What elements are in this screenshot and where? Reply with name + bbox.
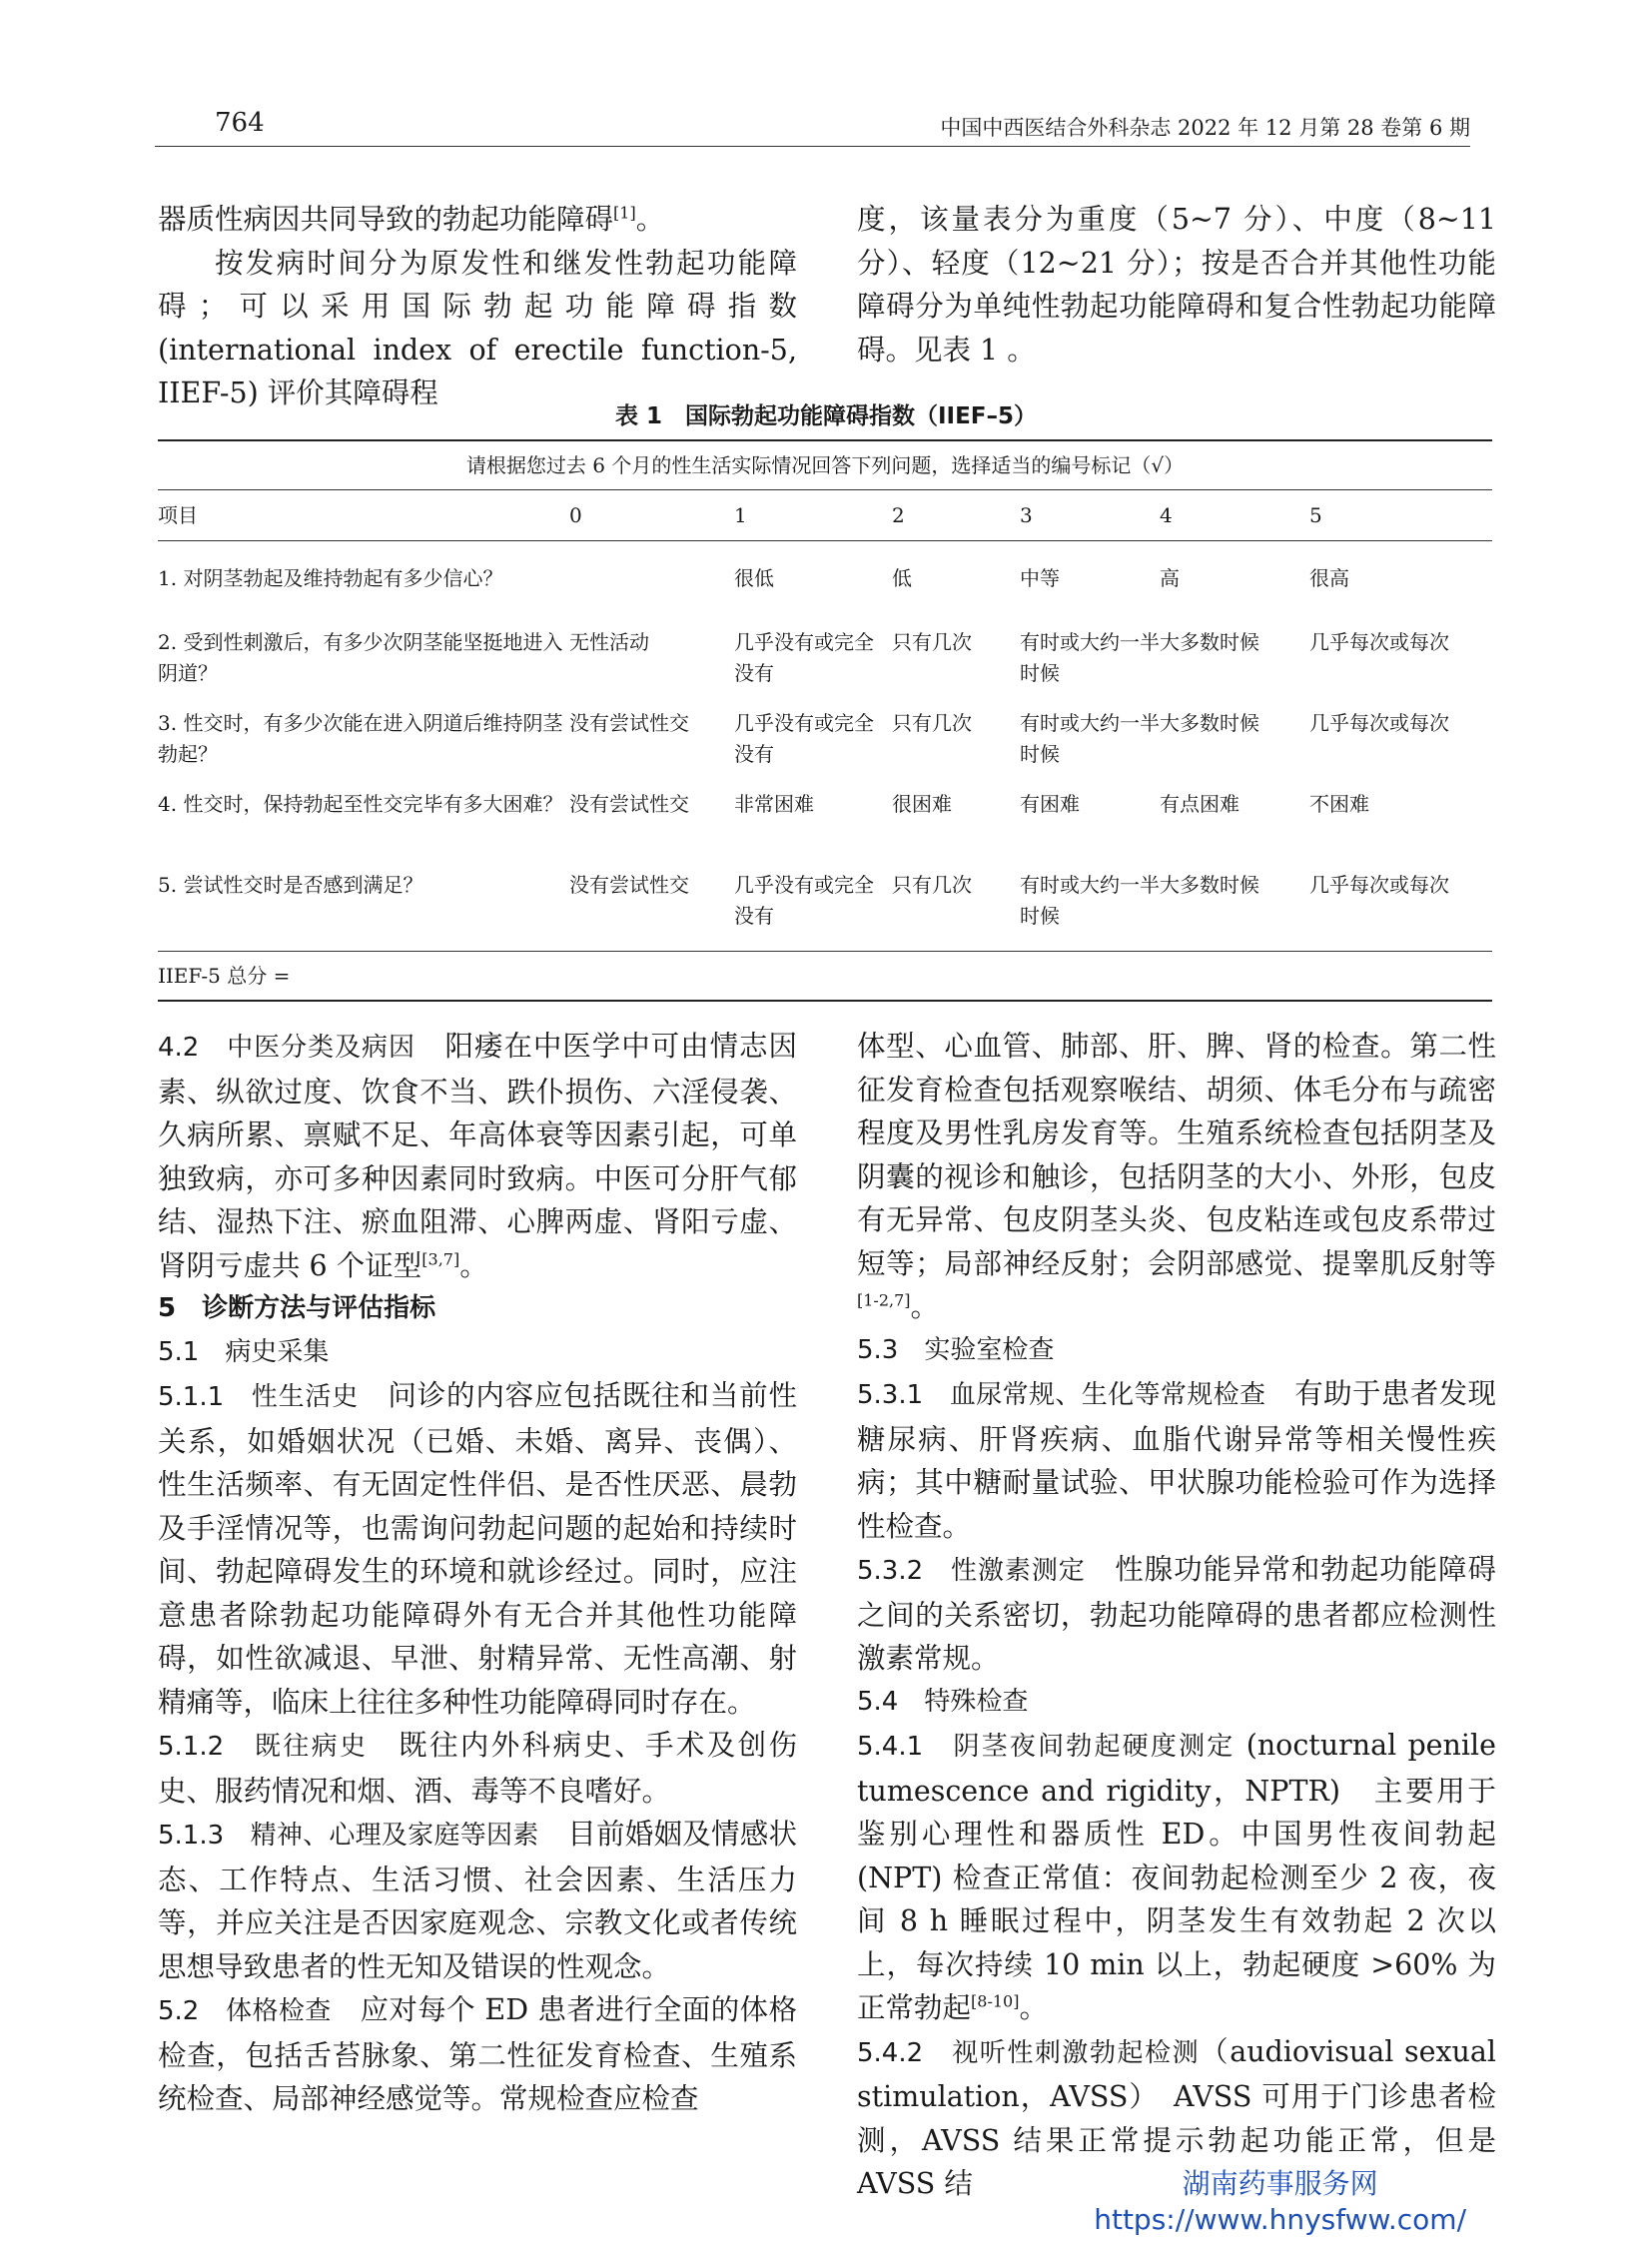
table-cell: 只有几次	[892, 711, 972, 735]
text: (nocturnal penile tumescence and rigidity，NPTR) 主要用于鉴别心理性和器质性 ED。中国男性夜间勃起 (NPT) 检查正常值：夜间勃起检测至少 2 夜，夜间 8 h 睡眠过程中，阴茎发生有效勃起 2 次以上，每次持续 10 min 以上，勃起硬度 >60% 为正常勃起	[857, 1729, 1497, 2024]
table-cell: 几乎没有或完全没有	[734, 711, 874, 766]
section-5-3-1	[857, 1372, 1496, 1548]
table-cell: 有时或大约一半时候	[1020, 870, 1160, 952]
citation: [1]	[613, 203, 636, 223]
section-4-2	[158, 1025, 797, 1287]
section-5-1-2	[158, 1724, 797, 1813]
right-column-bottom	[857, 1025, 1496, 2206]
section-5-4-1	[857, 1724, 1496, 2030]
table-cell: 很困难	[892, 792, 952, 816]
table-cell: 非常困难	[734, 792, 814, 816]
table-header-cell: 3	[1020, 490, 1160, 541]
section-5-3-2	[857, 1548, 1496, 1681]
table-cell: 5. 尝试性交时是否感到满足？	[158, 870, 569, 952]
section-heading: 5.4.2 视听性刺激勃起检测	[857, 2037, 1201, 2068]
table-cell: 几乎没有或完全没有	[734, 870, 892, 952]
table-cell: 很低	[734, 566, 774, 590]
table-cell: 没有尝试性交	[569, 870, 734, 952]
table-cell: 高	[1160, 566, 1180, 590]
table-cell: 不困难	[1309, 792, 1369, 816]
text: 。	[1019, 1991, 1048, 2024]
table-cell: 有困难	[1020, 792, 1080, 816]
table-cell: 2. 受到性刺激后，有多少次阴茎能坚挺地进入阴道？	[158, 630, 563, 685]
table-header-cell: 4	[1160, 490, 1309, 541]
table-cell: 几乎每次或每次	[1309, 870, 1492, 952]
table-cell: 只有几次	[892, 870, 1020, 952]
section-heading: 5.1.3 精神、心理及家庭等因素	[158, 1821, 539, 1851]
watermark-site-name: 湖南药事服务网	[1182, 2167, 1378, 2200]
table-cell: 中等	[1020, 566, 1060, 590]
section-5-2	[158, 1988, 797, 2121]
citation: [3,7]	[421, 1249, 460, 1268]
watermark	[1094, 2166, 1466, 2238]
text: 既往内外科病史、手术及创伤史、服药情况和烟、酒、毒等不良嗜好。	[158, 1729, 797, 1808]
section-heading: 5 诊断方法与评估指标	[158, 1293, 436, 1323]
table-cell: 3. 性交时，有多少次能在进入阴道后维持阴茎勃起？	[158, 711, 563, 766]
table-header-cell: 项目	[158, 490, 569, 541]
table-cell: 有时或大约一半时候	[1020, 711, 1160, 766]
citation: [1-2,7]	[857, 1290, 911, 1310]
journal-title: 中国中西医结合外科杂志 2022 年 12 月第 28 卷第 6 期	[940, 116, 1470, 140]
text: 体型、心血管、肺部、肝、脾、肾的检查。第二性征发育检查包括观察喉结、胡须、体毛分布与疏密程度及男性乳房发育等。生殖系统检查包括阴茎及阴囊的视诊和触诊，包括阴茎的大小、外形，包皮有无异常、包皮阴茎头炎、包皮粘连或包皮系带过短等；局部神经反射；会阴部感觉、提睾肌反射等	[857, 1030, 1496, 1280]
paragraph	[857, 1025, 1496, 1329]
text: 应对每个 ED 患者进行全面的体格检查，包括舌苔脉象、第二性征发育检查、生殖系统检查、局部神经感觉等。常规检查应检查	[158, 1993, 797, 2115]
paragraph	[158, 198, 797, 242]
text: （audiovisual sexual stimulation，AVSS） AVSS 可用于门诊患者检测，AVSS 结果正常提示勃起功能正常，但是 AVSS 结	[857, 2034, 1496, 2200]
section-heading: 5.4 特殊检查	[857, 1686, 1029, 1717]
section-heading: 5.1 病史采集	[158, 1336, 330, 1367]
text: 目前婚姻及情感状态、工作特点、生活习惯、社会因素、生活压力等，并应关注是否因家庭观念、宗教文化或者传统思想导致患者的性无知及错误的性观念。	[158, 1818, 797, 1983]
paragraph: 按发病时间分为原发性和继发性勃起功能障碍；可以采用国际勃起功能障碍指数 (international index of erectile function-5, IIEF-5) 评价其障碍程	[158, 246, 797, 409]
table-row	[158, 870, 1492, 952]
table-header-cell: 0	[569, 490, 734, 541]
section-5-1-1	[158, 1374, 797, 1724]
section-heading: 5.1.2 既往病史	[158, 1732, 369, 1762]
table-cell: 几乎每次或每次	[1309, 711, 1449, 735]
section-heading: 5.1.1 性生活史	[158, 1382, 360, 1412]
text: 有助于患者发现糖尿病、肝肾疾病、血脂代谢异常等相关慢性疾病；其中糖耐量试验、甲状腺功能检验可作为选择性检查。	[857, 1377, 1496, 1543]
table-cell: 低	[892, 566, 912, 590]
table-caption: 表 1 国际勃起功能障碍指数（IIEF–5）	[614, 403, 1038, 429]
table-cell	[569, 541, 734, 628]
table-cell: 有点困难	[1160, 792, 1239, 816]
section-heading: 5.4.1 阴茎夜间勃起硬度测定	[857, 1732, 1236, 1762]
section-5-1-3	[158, 1813, 797, 1988]
table-cell: 只有几次	[892, 630, 972, 654]
text: 。	[910, 1290, 940, 1323]
text: 。	[459, 1248, 488, 1282]
table-cell: 大多数时候	[1160, 711, 1259, 735]
left-column-bottom	[158, 1025, 797, 2121]
table-row	[158, 708, 1492, 789]
section-heading: 5.2 体格检查	[158, 1996, 332, 2026]
table-cell: 几乎没有或完全没有	[734, 630, 874, 685]
iief5-table	[158, 439, 1492, 1002]
table-cell: 很高	[1309, 566, 1349, 590]
section-heading: 4.2 中医分类及病因	[158, 1033, 415, 1063]
paragraph: 度，该量表分为重度（5~7 分）、中度（8~11 分）、轻度（12~21 分）；按是否合并其他性功能障碍分为单纯性勃起功能障碍和复合性勃起功能障碍。见表 1 。	[857, 203, 1496, 367]
table-header-cell: 2	[892, 490, 1020, 541]
section-heading: 5.3.1 血尿常规、生化等常规检查	[857, 1380, 1266, 1410]
text: 性腺功能异常和勃起功能障碍之间的关系密切，勃起功能障碍的患者都应检测性激素常规。	[857, 1553, 1496, 1675]
table-cell: 无性活动	[569, 630, 649, 654]
right-column-top	[857, 198, 1496, 372]
page-number: 764	[215, 108, 265, 138]
text: 器质性病因共同导致的勃起功能障碍	[158, 203, 614, 236]
section-heading: 5.3 实验室检查	[857, 1334, 1055, 1365]
table-cell: 没有尝试性交	[569, 792, 689, 816]
watermark-url: https://www.hnysfww.com/	[1094, 2203, 1466, 2236]
table-header-cell: 1	[734, 490, 892, 541]
table-row	[158, 789, 1492, 870]
citation: [8-10]	[971, 1991, 1020, 2011]
table-cell: 大多数时候	[1160, 870, 1309, 952]
table-cell: 大多数时候	[1160, 630, 1259, 654]
table-instruction: 请根据您过去 6 个月的性生活实际情况回答下列问题，选择适当的编号标记（√）	[158, 440, 1492, 490]
header-rule	[155, 146, 1470, 147]
text: 阳痿在中医学中可由情志因素、纵欲过度、饮食不当、跌仆损伤、六淫侵袭、久病所累、禀赋不足、年高体衰等因素引起，可单独致病，亦可多种因素同时致病。中医可分肝气郁结、湿热下注、瘀血阻滞、心脾两虚、肾阳亏虚、肾阴亏虚共 6 个证型	[158, 1030, 797, 1282]
section-heading: 5.3.2 性激素测定	[857, 1556, 1086, 1586]
table-cell: 几乎每次或每次	[1309, 630, 1449, 654]
table-total-label: IIEF-5 总分 =	[158, 952, 1492, 1002]
text: 问诊的内容应包括既往和当前性关系，如婚姻状况（已婚、未婚、离异、丧偶）、性生活频率、有无固定性伴侣、是否性厌恶、晨勃及手淫情况等，也需询问勃起问题的起始和持续时间、勃起障碍发生的环境和就诊经过。同时，应注意患者除勃起功能障碍外有无合并其他性功能障碍，如性欲减退、早泄、射精异常、无性高潮、射精痛等，临床上往往多种性功能障碍同时存在。	[158, 1379, 797, 1719]
table-row	[158, 541, 1492, 628]
text: 。	[635, 203, 665, 236]
table-row	[158, 627, 1492, 708]
table-cell: 没有尝试性交	[569, 711, 689, 735]
table-cell: 有时或大约一半时候	[1020, 630, 1160, 685]
table-header-cell: 5	[1309, 490, 1492, 541]
table-cell: 4. 性交时，保持勃起至性交完毕有多大困难？	[158, 792, 563, 816]
table-cell: 1. 对阴茎勃起及维持勃起有多少信心？	[158, 566, 503, 590]
left-column-top	[158, 198, 797, 415]
